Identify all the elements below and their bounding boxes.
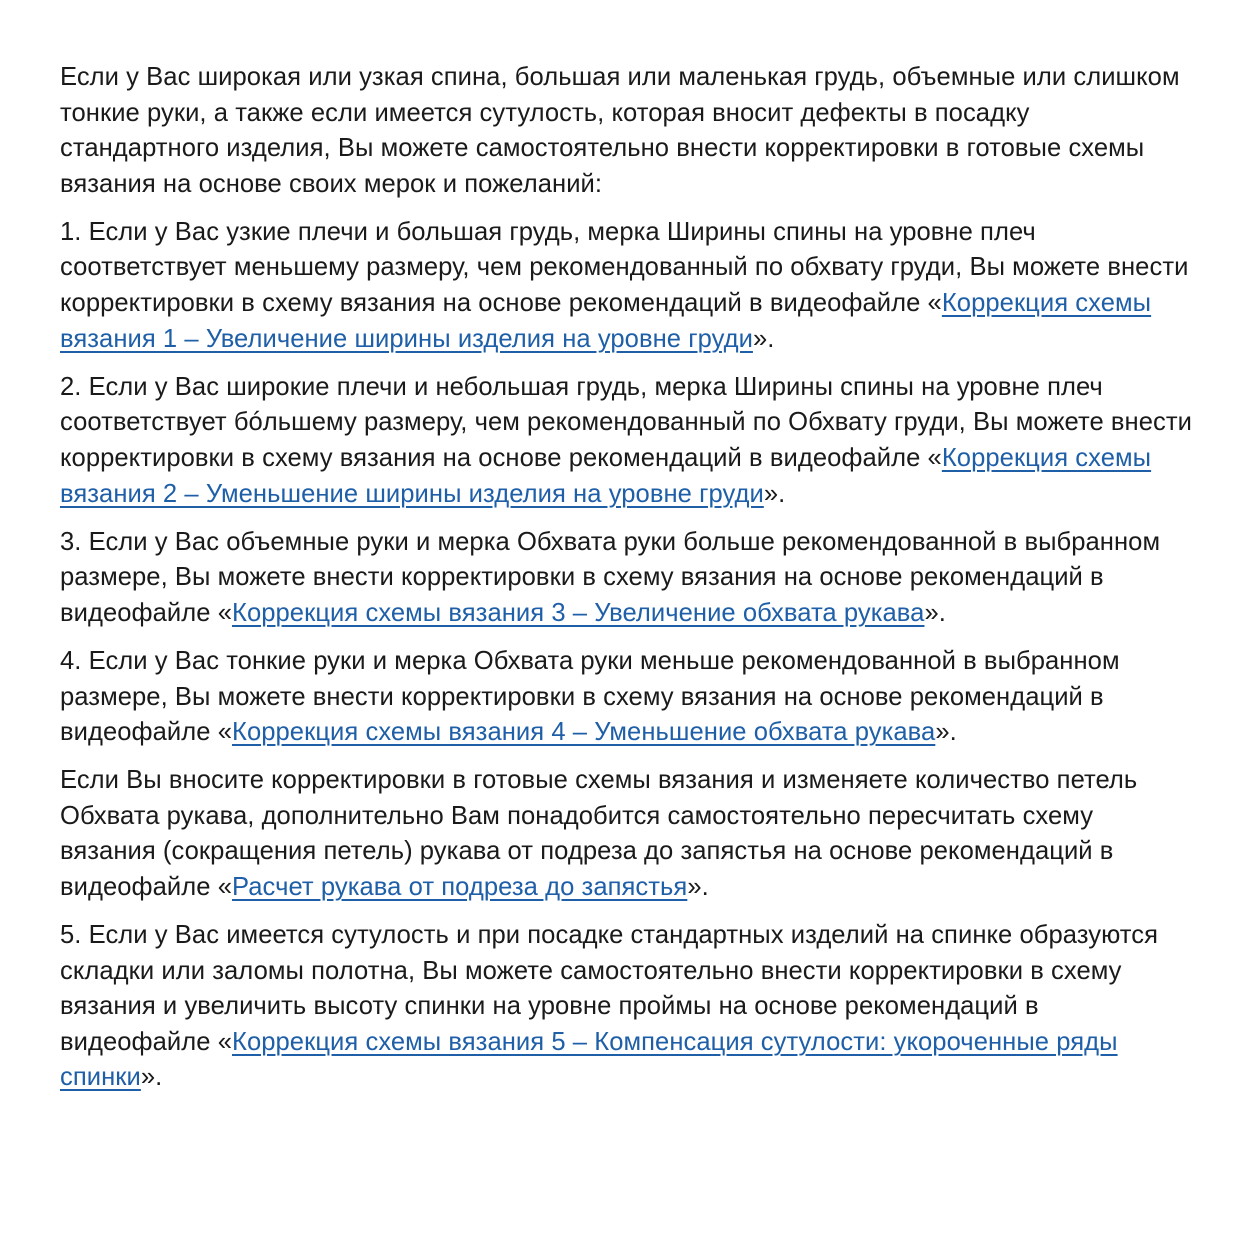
- video-link-4[interactable]: Коррекция схемы вязания 4 – Уменьшение обхвата рукава: [232, 718, 936, 747]
- item-3-closing: ».: [924, 598, 946, 627]
- item-2-closing: ».: [763, 479, 786, 508]
- document-page: [60, 60, 1195, 1109]
- list-item-1: [60, 215, 1195, 357]
- item-1-closing: ».: [752, 324, 775, 353]
- item-4-closing: ».: [935, 718, 957, 747]
- sleeve-calc-link[interactable]: Расчет рукава от подреза до запястья: [232, 872, 688, 901]
- video-link-5[interactable]: Коррекция схемы вязания 5 – Компенсация сутулости: укороченные ряды спинки: [60, 1027, 1118, 1092]
- list-item-5: [60, 918, 1195, 1096]
- sleeve-note-paragraph: [60, 763, 1195, 905]
- video-link-1[interactable]: Коррекция схемы вязания 1 – Увеличение ширины изделия на уровне груди: [60, 289, 1152, 353]
- item-5-closing: ».: [140, 1063, 163, 1092]
- video-link-2[interactable]: Коррекция схемы вязания 2 – Уменьшение ширины изделия на уровне груди: [60, 443, 1152, 508]
- sleeve-note-text: Если Вы вносите корректировки в готовые схемы вязания и изменяете количество петель Обхвата рукава, дополнительно Вам понадобится самостоятельно пересчитать схему вязания (сокращения петель) рукава от подреза до запястья на основе рекомендаций в видеофайле «: [60, 766, 1138, 901]
- intro-text: Если у Вас широкая или узкая спина, большая или маленькая грудь, объемные или слишком тонкие руки, а также если имеется сутулость, которая вносит дефекты в посадку стандартного изделия, Вы можете самостоятельно внести корректировки в готовые схемы вязания на основе своих мерок и пожеланий:: [60, 63, 1180, 198]
- video-link-3[interactable]: Коррекция схемы вязания 3 – Увеличение обхвата рукава: [232, 598, 925, 627]
- sleeve-note-closing: ».: [687, 872, 709, 901]
- intro-paragraph: [60, 60, 1195, 202]
- item-2-text: 2. Если у Вас широкие плечи и небольшая грудь, мерка Ширины спины на уровне плеч соответствует бóльшему размеру, чем рекомендованный по Обхвату груди, Вы можете внести корректировки в схему вязания на основе рекомендаций в видеофайле «: [60, 372, 1192, 472]
- list-item-2: [60, 370, 1195, 512]
- item-1-text: 1. Если у Вас узкие плечи и большая грудь, мерка Ширины спины на уровне плеч соответствует меньшему размеру, чем рекомендованный по обхвату груди, Вы можете внести корректировки в схему вязания на основе рекомендаций в видеофайле «: [60, 217, 1189, 318]
- list-item-4: [60, 644, 1195, 751]
- item-5-text: 5. Если у Вас имеется сутулость и при посадке стандартных изделий на спинке образуются складки или заломы полотна, Вы можете самостоятельно внести корректировки в схему вязания и увеличить высоту спинки на уровне проймы на основе рекомендаций в видеофайле «: [60, 921, 1159, 1056]
- item-4-text: 4. Если у Вас тонкие руки и мерка Обхвата руки меньше рекомендованной в выбранном размере, Вы можете внести корректировки в схему вязания на основе рекомендаций в видеофайле «: [60, 646, 1120, 747]
- item-3-text: 3. Если у Вас объемные руки и мерка Обхвата руки больше рекомендованной в выбранном размере, Вы можете внести корректировки в схему вязания на основе рекомендаций в видеофайле «: [60, 527, 1161, 627]
- list-item-3: [60, 525, 1195, 632]
